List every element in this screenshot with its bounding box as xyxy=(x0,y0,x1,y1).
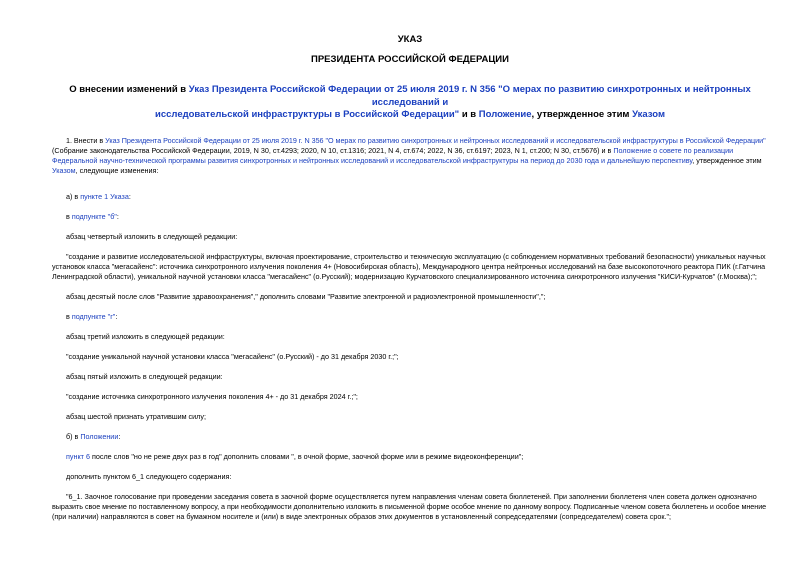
paragraph-text: установок класса "мегасайенс": источника синхротронного излучения поколения 4+ (Новосибирская область), Международного центра нейтронных исследований на базе высокопоточного реактора ПИК (г.Гатчина xyxy=(52,262,766,271)
decree-link[interactable]: Указ Президента Российской Федерации от 25 июля 2019 г. N 356 "О мерах по развитию синхротронных и нейтронных исследований и xyxy=(188,84,751,108)
program-link[interactable]: Федеральной научно-технической программы развития синхротронных и нейтронных исследований и исследовательской инфраструктуры на период до 2030 года и дальнейшую перспективу xyxy=(52,156,693,165)
paragraph-text: а) в xyxy=(66,192,81,201)
paragraph-text: , утвержденное этим xyxy=(692,156,762,165)
subtitle-text: О внесении изменений в xyxy=(69,84,189,95)
subclause-b-link[interactable]: подпункте "б" xyxy=(71,212,117,221)
paragraph-12 xyxy=(52,412,766,422)
paragraph-text: абзац пятый изложить в следующей редакции: xyxy=(66,372,223,381)
subtitle-text: , утвержденное этим xyxy=(531,109,633,120)
paragraph-7 xyxy=(52,312,766,322)
regulation-link[interactable]: Положение xyxy=(478,109,532,120)
paragraph-text: "создание уникальной научной установки класса "мегасайенс" (о.Русский) - до 31 декабря 2030 г.;"; xyxy=(66,352,399,361)
paragraph-2 xyxy=(52,192,766,202)
paragraph-13 xyxy=(52,432,766,442)
paragraph-text: дополнить пунктом 6_1 следующего содержания: xyxy=(66,472,232,481)
paragraph-5 xyxy=(52,252,766,282)
paragraph-14 xyxy=(52,452,766,462)
paragraph-text: "создание и развитие исследовательской инфраструктуры, включая проектирование, строительство и техническую эксплуатацию (с соблюдением нормативных требований безопасности) уникальных научных xyxy=(66,252,766,261)
clause-1-link[interactable]: пункте 1 Указа xyxy=(80,192,129,201)
paragraph-15 xyxy=(52,472,766,482)
document-page xyxy=(52,0,768,571)
paragraph-8 xyxy=(52,332,766,342)
paragraph-10 xyxy=(52,372,766,382)
decree-short-link[interactable]: Указом xyxy=(52,166,76,175)
paragraph-text: : xyxy=(128,192,131,201)
paragraph-text: "6_1. Заочное голосование при проведении заседания совета в заочной форме осуществляется путем направления членам совета бюллетеней. При заполнении бюллетеня член совета должен однозначно xyxy=(66,492,757,501)
document-title: УКАЗ xyxy=(397,34,423,45)
paragraph-text: : xyxy=(118,432,121,441)
decree-link-continued[interactable]: исследовательской инфраструктуры в Российской Федерации" xyxy=(155,109,460,120)
paragraph-text: 1. Внести в xyxy=(66,136,106,145)
paragraph-3 xyxy=(52,212,766,222)
decree-link[interactable]: Указ Президента Российской Федерации от 25 июля 2019 г. N 356 "О мерах по развитию синхротронных и нейтронных исследований и исследовательской инфраструктуры в Российской Федерации" xyxy=(105,136,766,145)
paragraph-9 xyxy=(52,352,766,362)
paragraph-text: в xyxy=(66,312,72,321)
paragraph-text: (при наличии) направляются в совет на бумажном носителе и (или) в виде электронных образов этих документов в установленный сопредседателями (сопредседателем) совета срок."; xyxy=(52,512,672,521)
paragraph-6 xyxy=(52,292,766,302)
paragraph-4 xyxy=(52,232,766,242)
paragraph-11 xyxy=(52,392,766,402)
paragraph-text: (Собрание законодательства Российской Федерации, 2019, N 30, ст.4293; 2020, N 10, ст.1316; 2021, N 4, ст.674; 2022, N 36, ст.6197; 2023, N 1, ст.200; N 30, ст.5676) и в xyxy=(52,146,614,155)
subtitle-text: и в xyxy=(459,109,479,120)
regulation-link[interactable]: Положении xyxy=(80,432,119,441)
paragraph-text: "создание источника синхротронного излучения поколения 4+ - до 31 декабря 2024 г.;"; xyxy=(66,392,358,401)
paragraph-text: после слов "но не реже двух раз в год" дополнить словами ", в очной форме, заочной форме или в режиме видеоконференции"; xyxy=(89,452,524,461)
paragraph-text: выразить свое мнение по поставленному вопросу, а при необходимости дополнительно изложить в письменной форме особое мнение по данному вопросу. Подписанные членом совета бюллетень и особое мнение xyxy=(52,502,767,511)
paragraph-16 xyxy=(52,492,766,522)
paragraph-text: абзац десятый после слов "Развитие здравоохранения"," дополнить словами "Развитие электронной и радиоэлектронной промышленности","; xyxy=(66,292,546,301)
paragraph-text: , следующие изменения: xyxy=(75,166,159,175)
paragraph-text: Ленинградской области), уникальной научной установки класса "мегасайенс" (о.Русский); модернизацию Курчатовского специализированного источника синхротронного излучения "КИСИ-Курчатов" (г.Москва);"; xyxy=(52,272,757,281)
paragraph-text: абзац четвертый изложить в следующей редакции: xyxy=(66,232,238,241)
regulation-link[interactable]: Положение о совете по реализации xyxy=(613,146,734,155)
subclause-g-link[interactable]: подпункте "г" xyxy=(71,312,116,321)
paragraph-text: абзац шестой признать утратившим силу; xyxy=(66,412,206,421)
paragraph-text: б) в xyxy=(66,432,81,441)
paragraph-text: : xyxy=(115,312,118,321)
paragraph-text: : xyxy=(116,212,119,221)
paragraph-text: абзац третий изложить в следующей редакции: xyxy=(66,332,225,341)
clause-6-link[interactable]: пункт 6 xyxy=(66,452,90,461)
paragraph-text: в xyxy=(66,212,72,221)
document-issuer: ПРЕЗИДЕНТА РОССИЙСКОЙ ФЕДЕРАЦИИ xyxy=(311,54,509,65)
document-subtitle xyxy=(52,84,768,122)
decree-short-link[interactable]: Указом xyxy=(632,109,665,120)
paragraph-1 xyxy=(52,136,766,176)
